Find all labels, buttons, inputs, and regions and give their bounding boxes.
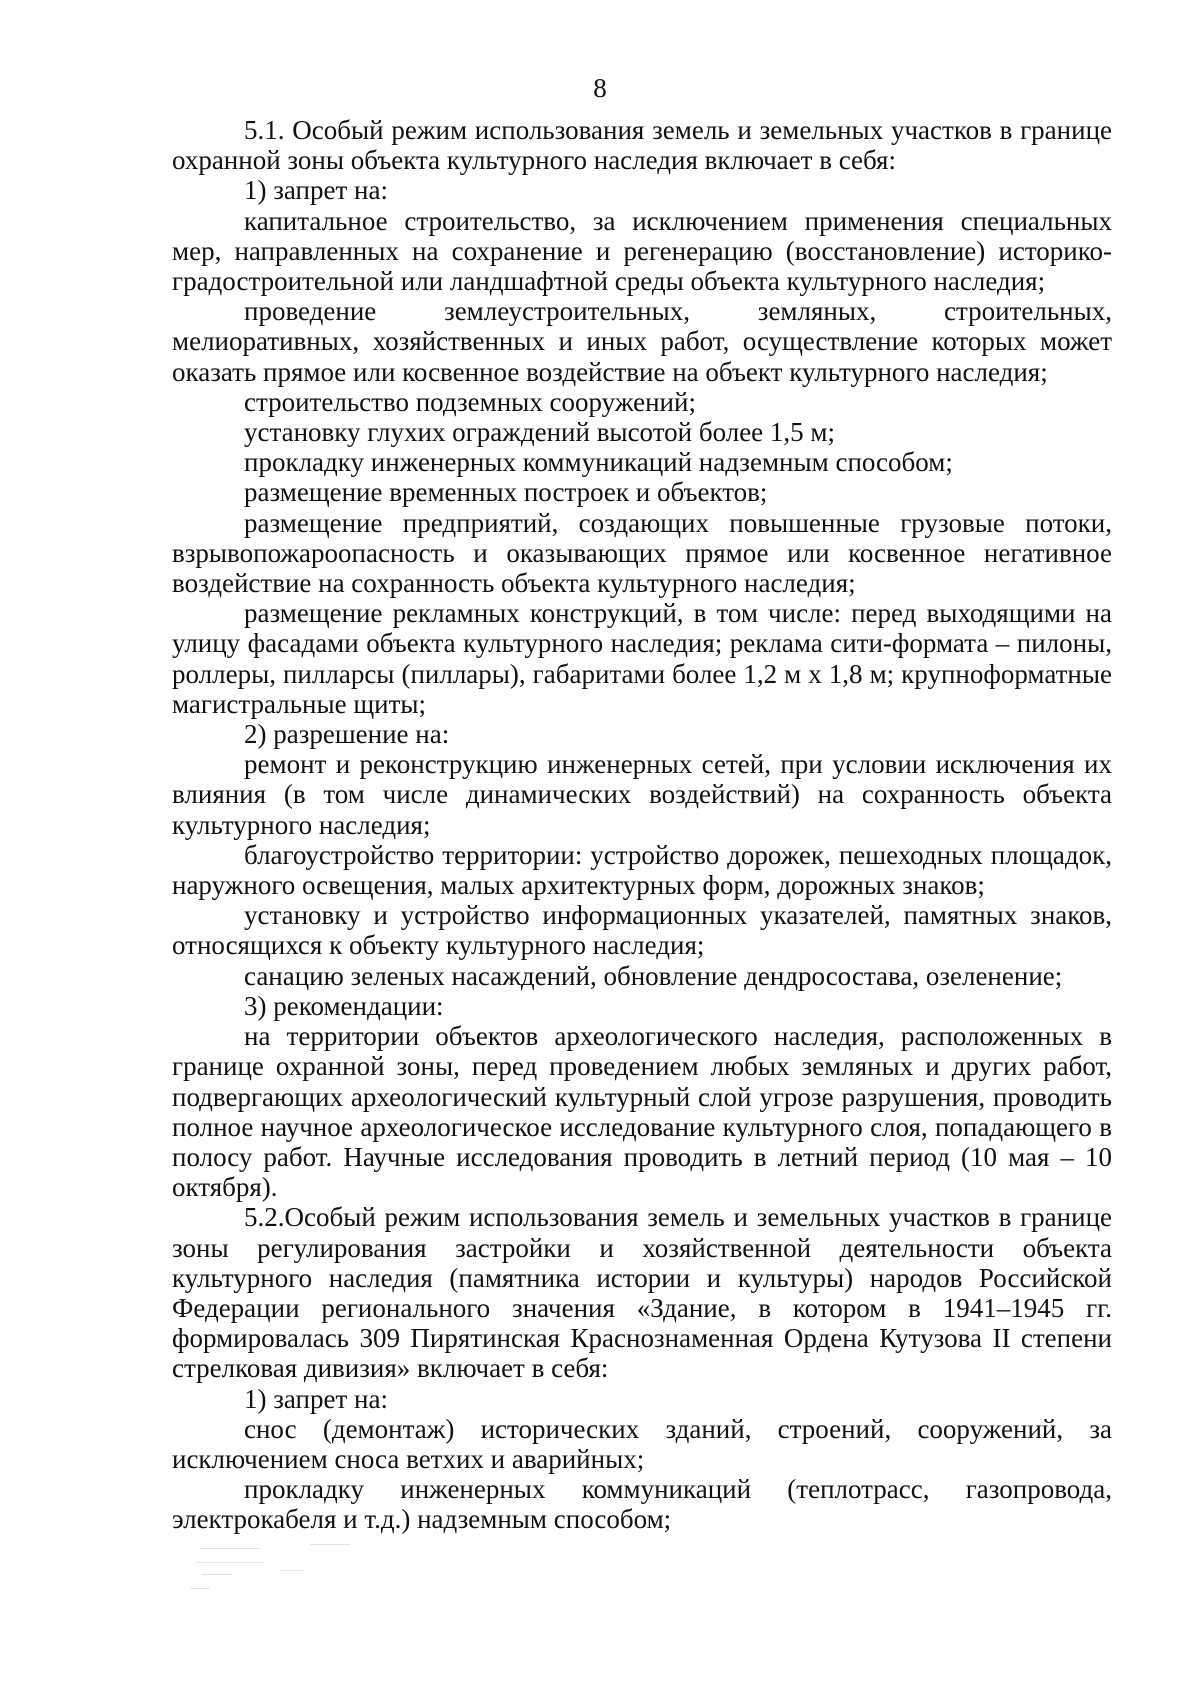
list-heading-prohibition: 1) запрет на: xyxy=(244,175,388,206)
list-item: капитальное строительство, за исключением применения специальных мер, направленных на сохранение и регенерацию (восстановление) историко-градостроительной или ландшафтной среды объекта культурного наследия; xyxy=(172,205,1112,297)
list-item: установку и устройство информационных указателей, памятных знаков, относящихся к объекту культурного наследия; xyxy=(172,900,1112,961)
list-item: снос (демонтаж) исторических зданий, строений, сооружений, за исключением сноса ветхих и аварийных; xyxy=(172,1413,1112,1474)
list-item: размещение рекламных конструкций, в том числе: перед выходящими на улицу фасадами объекта культурного наследия; реклама сити-формата – пилоны, роллеры, пилларсы (пиллары), габаритами более 1,2 м х 1,8 м; крупноформатные магистральные щиты; xyxy=(172,598,1112,719)
list-item: размещение предприятий, создающих повышенные грузовые потоки, взрывопожароопасность и оказывающих прямое или косвенное негативное воздействие на сохранность объекта культурного наследия; xyxy=(172,507,1112,599)
list-item: строительство подземных сооружений; xyxy=(244,386,696,417)
paragraph-5-2-intro: 5.2.Особый режим использования земель и земельных участков в границе зоны регулирования застройки и хозяйственной деятельности объекта культурного наследия (памятника истории и культуры) народов Российской Федерации регионального значения «Здание, в котором в 1941–1945 гг. формировалась 309 Пирятинская Краснознаменная Ордена Кутузова II степени стрелковая дивизия» включает в себя: xyxy=(172,1202,1112,1384)
list-item: прокладку инженерных коммуникаций надземным способом; xyxy=(244,447,953,478)
list-item: установку глухих ограждений высотой более 1,5 м; xyxy=(244,417,836,448)
paragraph-5-1-intro: 5.1. Особый режим использования земель и земельных участков в границе охранной зоны объекта культурного наследия включает в себя: xyxy=(172,115,1112,176)
list-heading-permission: 2) разрешение на: xyxy=(244,719,450,750)
list-item: прокладку инженерных коммуникаций (теплотрасс, газопровода, электрокабеля и т.д.) надземным способом; xyxy=(172,1474,1112,1535)
list-item: благоустройство территории: устройство дорожек, пешеходных площадок, наружного освещения, малых архитектурных форм, дорожных знаков; xyxy=(172,839,1112,901)
list-heading-recommendations: 3) рекомендации: xyxy=(244,990,444,1021)
list-item: размещение временных построек и объектов; xyxy=(244,477,768,508)
list-item: ремонт и реконструкцию инженерных сетей, при условии исключения их влияния (в том числе динамических воздействий) на сохранность объекта культурного наследия; xyxy=(172,749,1112,840)
list-heading-prohibition: 1) запрет на: xyxy=(244,1383,388,1414)
page-number: 8 xyxy=(593,73,607,103)
list-item: на территории объектов археологического наследия, расположенных в границе охранной зоны, перед проведением любых земляных и других работ, подвергающих археологический культурный слой угрозе разрушения, проводить полное научное археологическое исследование культурного слоя, попадающего в полосу работ. Научные исследования проводить в летний период (10 мая – 10 октября). xyxy=(172,1021,1112,1203)
scan-artifact xyxy=(190,1540,380,1600)
document-body xyxy=(172,115,1112,1535)
list-item: проведение землеустроительных, земляных, строительных, мелиоративных, хозяйственных и иных работ, осуществление которых может оказать прямое или косвенное воздействие на объект культурного наследия; xyxy=(172,296,1112,387)
list-item: санацию зеленых насаждений, обновление дендросостава, озеленение; xyxy=(244,960,1063,991)
